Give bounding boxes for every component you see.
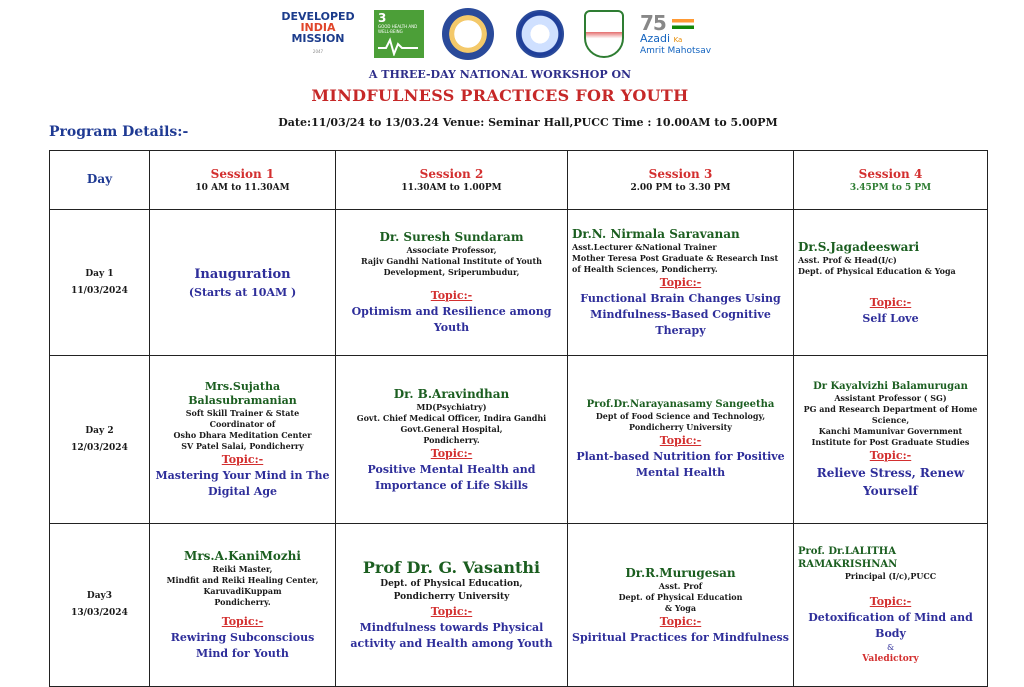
session-cell: Dr.R.Murugesan Asst. Prof Dept. of Physical Education & Yoga Topic:- Spiritual Practices for Mindfulness bbox=[568, 524, 794, 687]
azadi-ka-amrit-mahotsav-logo: 75 Azadi Ka Amrit Mahotsav bbox=[640, 10, 712, 56]
program-details-label: Program Details:- bbox=[49, 124, 189, 140]
session-header: Session 3 2.00 PM to 3.30 PM bbox=[568, 151, 794, 210]
table-row bbox=[50, 210, 988, 356]
session-cell: Prof. Dr.LALITHA RAMAKRISHNAN Principal (I/c),PUCC Topic:- Detoxification of Mind and Body & Valedictory bbox=[794, 524, 988, 687]
session-cell: Dr.S.Jagadeeswari Asst. Prof & Head(I/c) Dept. of Physical Education & Yoga Topic:- Self Love bbox=[794, 210, 988, 356]
logo-strip bbox=[280, 8, 720, 64]
college-crest bbox=[584, 10, 624, 58]
session-cell: Dr. B.Aravindhan MD(Psychiatry) Govt. Chief Medical Officer, Indira Gandhi Govt.General Hospital, Pondicherry. Topic:- Positive Mental Health and Importance of Life Skills bbox=[336, 356, 568, 524]
session-cell: Mrs.A.KaniMozhi Reiki Master, Mindfit and Reiki Healing Center, KaruvadiKuppam Pondicherry. Topic:- Rewiring Subconscious Mind for Youth bbox=[150, 524, 336, 687]
session-cell: Prof.Dr.Narayanasamy Sangeetha Dept of Food Science and Technology, Pondicherry University Topic:- Plant-based Nutrition for Positive Mental Health bbox=[568, 356, 794, 524]
ngo-emblem bbox=[516, 10, 564, 58]
session-cell: Inauguration (Starts at 10AM ) bbox=[150, 210, 336, 356]
schedule-table bbox=[49, 150, 988, 687]
session-cell: Dr Kayalvizhi Balamurugan Assistant Professor ( SG) PG and Research Department of Home Science, Kanchi Mamunivar Government Institute for Post Graduate Studies Topic:- Relieve Stress, Renew Yourself bbox=[794, 356, 988, 524]
sdg3-logo: 3 GOOD HEALTH AND WELL-BEING bbox=[374, 10, 424, 58]
flag-icon bbox=[672, 19, 694, 29]
heartbeat-icon bbox=[378, 36, 418, 56]
header-row bbox=[50, 151, 988, 210]
session-cell: Prof Dr. G. Vasanthi Dept. of Physical Education, Pondicherry University Topic:- Mindfulness towards Physical activity and Health among Youth bbox=[336, 524, 568, 687]
table-row bbox=[50, 356, 988, 524]
workshop-title: MINDFULNESS PRACTICES FOR YOUTH bbox=[311, 86, 689, 105]
session-cell: Dr. Suresh Sundaram Associate Professor, Rajiv Gandhi National Institute of Youth Development, Sriperumbudur, Topic:- Optimism and Resilience among Youth bbox=[336, 210, 568, 356]
session-cell: Mrs.Sujatha Balasubramanian Soft Skill Trainer & State Coordinator of Osho Dhara Meditation Center SV Patel Salai, Pondicherry Topic:- Mastering Your Mind in The Digital Age bbox=[150, 356, 336, 524]
table-row bbox=[50, 524, 988, 687]
session-header: Session 2 11.30AM to 1.00PM bbox=[336, 151, 568, 210]
day-cell: Day3 13/03/2024 bbox=[50, 524, 150, 687]
date-venue-time: Date:11/03/24 to 13/03.24 Venue: Seminar Hall,PUCC Time : 10.00AM to 5.00PM bbox=[278, 116, 778, 129]
session-header: Session 4 3.45PM to 5 PM bbox=[794, 151, 988, 210]
day-cell: Day 2 12/03/2024 bbox=[50, 356, 150, 524]
session-header: Session 1 10 AM to 11.30AM bbox=[150, 151, 336, 210]
pondicherry-university-emblem bbox=[442, 8, 494, 60]
day-cell: Day 1 11/03/2024 bbox=[50, 210, 150, 356]
developed-india-mission-logo: DEVELOPED INDIA MISSION 2047 bbox=[281, 10, 355, 54]
session-cell: Dr.N. Nirmala Saravanan Asst.Lecturer &National Trainer Mother Teresa Post Graduate & Research Inst of Health Sciences, Pondicherry. Topic:- Functional Brain Changes Using Mindfulness-Based Cognitive Therapy bbox=[568, 210, 794, 356]
day-header: Day bbox=[50, 151, 150, 210]
workshop-subtitle: A THREE-DAY NATIONAL WORKSHOP ON bbox=[368, 68, 632, 81]
